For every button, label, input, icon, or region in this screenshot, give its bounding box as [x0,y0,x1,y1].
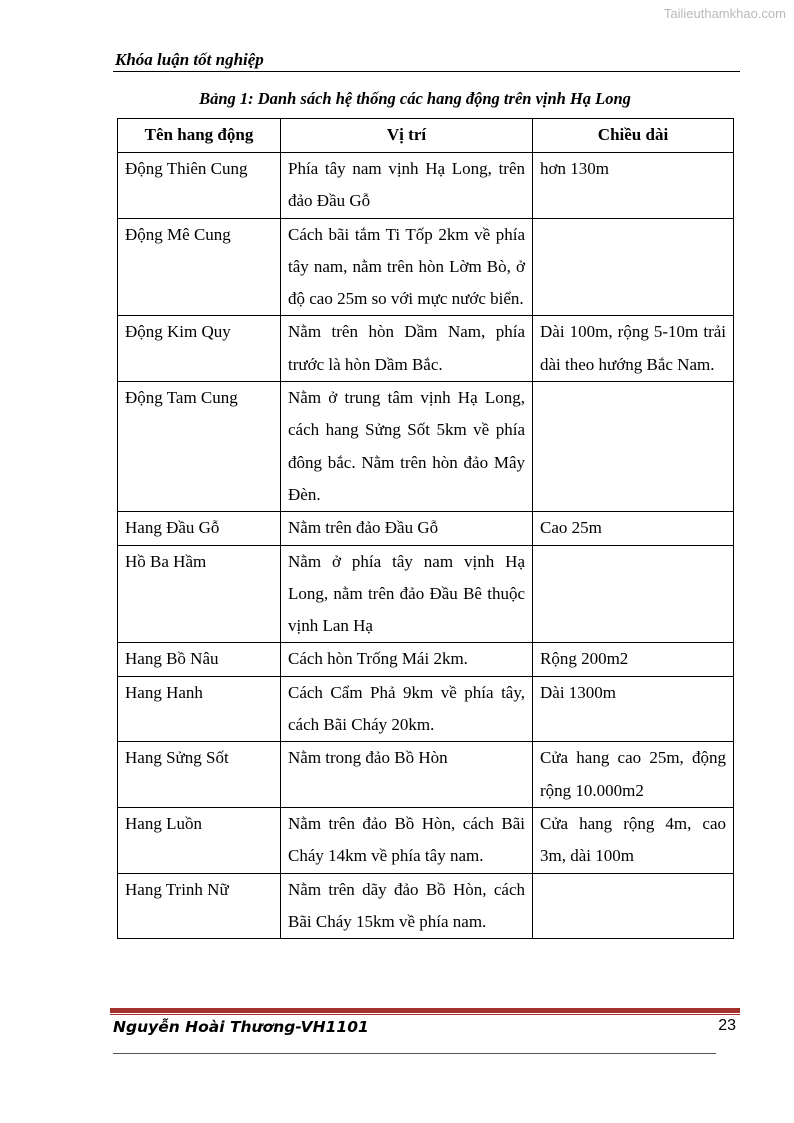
cave-length-cell: Rộng 200m2 [533,643,734,676]
table-row [118,512,734,545]
cave-length-cell: Dài 1300m [533,676,734,742]
cave-location-cell: Nằm ở trung tâm vịnh Hạ Long, cách hang Sửng Sốt 5km về phía đông bắc. Nằm trên hòn đảo Mây Đèn. [281,382,533,512]
table-row [118,742,734,808]
cave-location-cell: Cách hòn Trống Mái 2km. [281,643,533,676]
cave-name-cell: Động Mê Cung [118,218,281,316]
page-number: 23 [718,1017,736,1034]
cave-location-cell: Nằm trên dãy đảo Bồ Hòn, cách Bãi Cháy 15km về phía nam. [281,873,533,939]
table-row [118,316,734,382]
table-caption: Bảng 1: Danh sách hệ thống các hang động trên vịnh Hạ Long [199,89,631,108]
cave-name-cell: Hang Hanh [118,676,281,742]
cave-length-cell: Cửa hang rộng 4m, cao 3m, dài 100m [533,807,734,873]
table-row [118,807,734,873]
cave-length-cell [533,545,734,643]
caves-table [117,118,734,939]
cave-location-cell: Nằm trên đảo Bồ Hòn, cách Bãi Cháy 14km về phía tây nam. [281,807,533,873]
cave-length-cell: Dài 100m, rộng 5-10m trải dài theo hướng Bắc Nam. [533,316,734,382]
watermark: Tailieuthamkhao.com [663,6,786,21]
cave-location-cell: Phía tây nam vịnh Hạ Long, trên đảo Đầu Gỗ [281,153,533,219]
cave-name-cell: Hồ Ba Hầm [118,545,281,643]
cave-length-cell [533,873,734,939]
footer-author: Nguyễn Hoài Thương-VH1101 [113,1018,369,1036]
table-row [118,382,734,512]
cave-length-cell: Cao 25m [533,512,734,545]
footer-band-line [110,1014,740,1015]
cave-name-cell: Động Tam Cung [118,382,281,512]
table-row [118,545,734,643]
table-row [118,153,734,219]
cave-name-cell: Động Thiên Cung [118,153,281,219]
column-header-location: Vị trí [281,119,533,153]
cave-name-cell: Hang Trinh Nữ [118,873,281,939]
table-body [118,153,734,939]
footer-band [110,1008,740,1013]
header-divider [113,71,740,72]
table-row [118,676,734,742]
cave-length-cell [533,218,734,316]
cave-location-cell: Nằm ở phía tây nam vịnh Hạ Long, nằm trên đảo Đầu Bê thuộc vịnh Lan Hạ [281,545,533,643]
cave-name-cell: Động Kim Quy [118,316,281,382]
cave-length-cell: hơn 130m [533,153,734,219]
cave-name-cell: Hang Luồn [118,807,281,873]
table-row [118,873,734,939]
cave-location-cell: Cách Cẩm Phả 9km về phía tây, cách Bãi Cháy 20km. [281,676,533,742]
cave-location-cell: Nằm trên hòn Dầm Nam, phía trước là hòn Dầm Bắc. [281,316,533,382]
column-header-name: Tên hang động [118,119,281,153]
page-header-title: Khóa luận tốt nghiệp [115,50,264,69]
cave-length-cell: Cửa hang cao 25m, động rộng 10.000m2 [533,742,734,808]
table-header-row [118,119,734,153]
cave-location-cell: Nằm trên đảo Đầu Gỗ [281,512,533,545]
cave-location-cell: Nằm trong đảo Bồ Hòn [281,742,533,808]
table-row [118,643,734,676]
cave-name-cell: Hang Đầu Gỗ [118,512,281,545]
column-header-length: Chiều dài [533,119,734,153]
cave-name-cell: Hang Sửng Sốt [118,742,281,808]
table-row [118,218,734,316]
footer-divider [113,1053,716,1054]
cave-length-cell [533,382,734,512]
cave-location-cell: Cách bãi tắm Ti Tốp 2km về phía tây nam, nằm trên hòn Lờm Bò, ở độ cao 25m so với mực nước biển. [281,218,533,316]
cave-name-cell: Hang Bồ Nâu [118,643,281,676]
